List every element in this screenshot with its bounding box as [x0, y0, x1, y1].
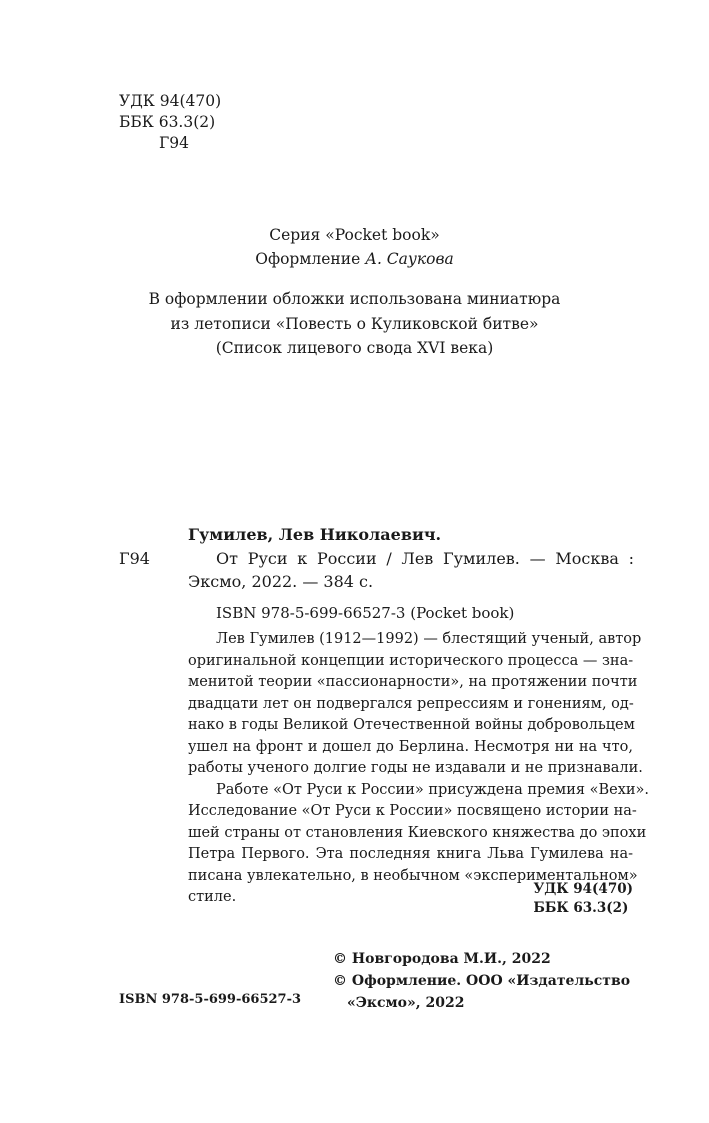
copyright-design: © Оформление. ООО «Издательство — [333, 973, 631, 989]
bib-code: Г94 — [119, 549, 150, 568]
design-name: А. Саукова — [365, 250, 454, 268]
bbk-code-bottom: ББК 63.3(2) — [533, 900, 629, 916]
series-line: Серия «Pocket book» — [269, 226, 440, 244]
copyright-publisher: «Эксмо», 2022 — [347, 995, 465, 1011]
annotation-line: Исследование «От Руси к России» посвящено истории на- — [188, 803, 637, 819]
bib-isbn: ISBN 978-5-699-66527-3 (Pocket book) — [216, 604, 515, 622]
isbn-bottom: ISBN 978-5-699-66527-3 — [119, 992, 302, 1007]
bib-author: Гумилев, Лев Николаевич. — [188, 525, 442, 544]
udk-code: УДК 94(470) — [119, 92, 222, 110]
annotation-line: нако в годы Великой Отечественной войны добровольцем — [188, 717, 635, 733]
cover-line: В оформлении обложки использована миниатюра — [148, 290, 561, 308]
annotation-line: стиле. — [188, 889, 237, 905]
cover-note — [0, 287, 709, 361]
annotation-line: оригинальной концепции исторического процесса — зна- — [188, 652, 634, 669]
annotation-line: работы ученого долгие годы не издавали и не признавали. — [188, 760, 643, 776]
cover-line: (Список лицевого свода XVI века) — [215, 339, 494, 357]
annotation — [188, 629, 650, 909]
annotation-line: писана увлекательно, в необычном «экспериментальном» — [188, 867, 638, 884]
annotation-line: Лев Гумилев (1912—1992) — блестящий ученый, автор — [216, 631, 642, 647]
bib-imprint-line: Эксмо, 2022. — 384 с. — [188, 572, 374, 591]
copyright-author: © Новгородова М.И., 2022 — [333, 951, 551, 967]
design-credit — [0, 248, 709, 271]
copyright-block — [333, 948, 630, 1014]
annotation-line: ушел на фронт и дошел до Берлина. Несмотря ни на что, — [188, 738, 633, 755]
annotation-line: менитой теории «пассионарности», на протяжении почти — [188, 674, 638, 690]
classification-block — [119, 91, 221, 154]
annotation-line: Петра Первого. Эта последняя книга Льва Гумилева на- — [188, 846, 633, 862]
bottom-classification — [533, 880, 633, 918]
cover-line: из летописи «Повесть о Куликовской битве» — [170, 314, 539, 333]
annotation-line: шей страны от становления Киевского княжества до эпохи — [188, 824, 647, 841]
annotation-line: двадцати лет он подвергался репрессиям и гонениям, од- — [188, 695, 634, 712]
annotation-line: Работе «От Руси к России» присуждена премия «Вехи». — [216, 781, 650, 798]
author-mark: Г94 — [159, 134, 189, 152]
design-label: Оформление — [255, 250, 361, 268]
bbk-code: ББК 63.3(2) — [119, 113, 216, 131]
bib-title-line: От Руси к России / Лев Гумилев. — Москва : — [216, 549, 634, 568]
udk-code-bottom: УДК 94(470) — [533, 881, 633, 897]
